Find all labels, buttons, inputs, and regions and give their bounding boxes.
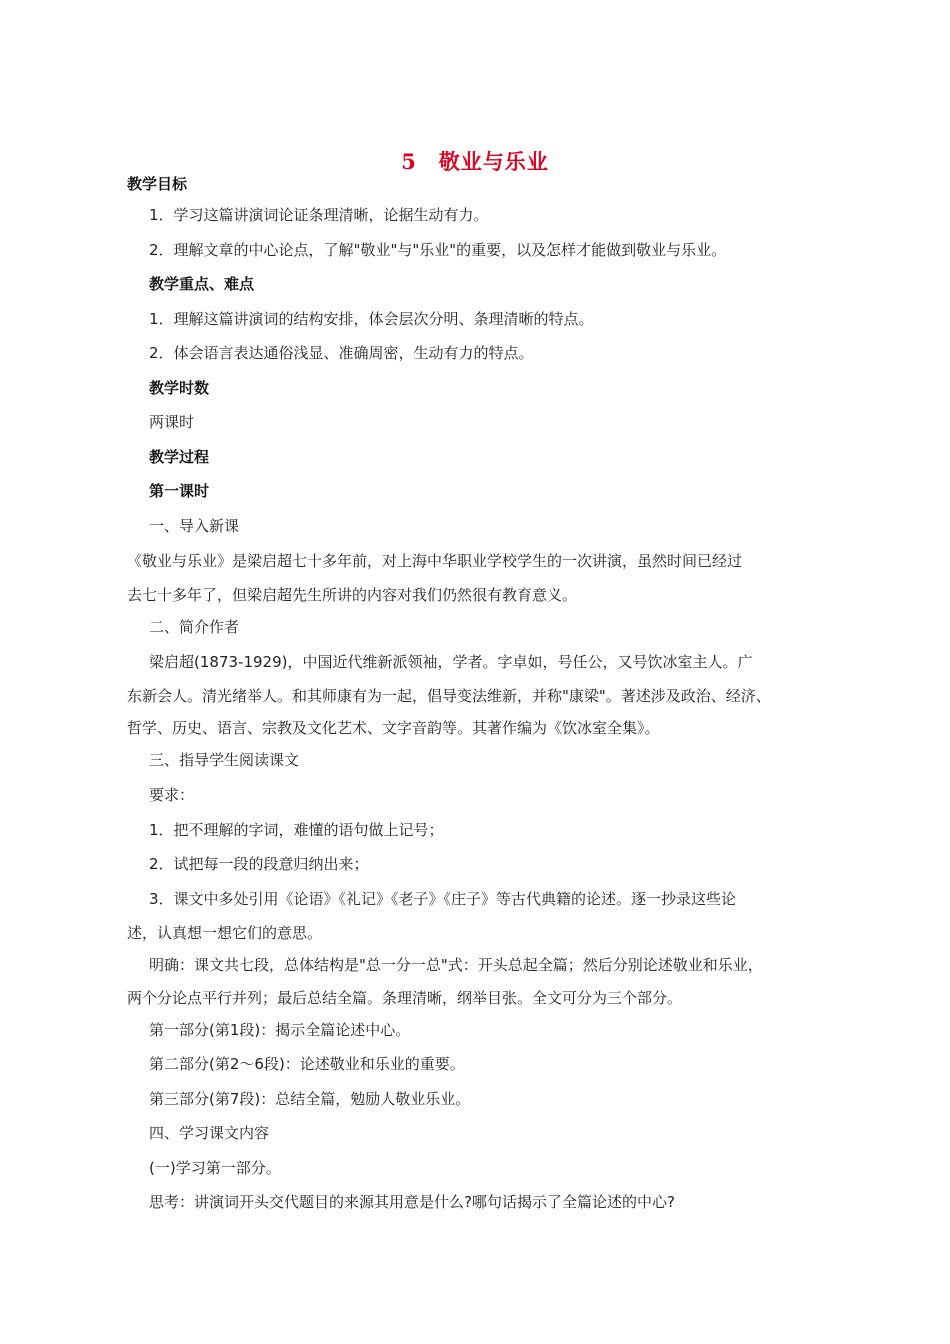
heading-teaching-goals: 教学目标 bbox=[127, 175, 188, 193]
list-item: 3．课文中多处引用《论语》《礼记》《老子》《庄子》等古代典籍的论述。逐一抄录这些论 bbox=[149, 890, 737, 908]
paragraph-line: 去七十多年了，但梁启超先生所讲的内容对我们仍然很有教育意义。 bbox=[127, 586, 578, 604]
paragraph-line: 第三部分(第7段)：总结全篇，勉励人敬业乐业。 bbox=[149, 1090, 471, 1108]
heading-teaching-process: 教学过程 bbox=[149, 448, 210, 466]
paragraph-line: 2．理解文章的中心论点，了解"敬业"与"乐业"的重要，以及怎样才能做到敬业与乐业。 bbox=[149, 241, 727, 259]
heading-key-points: 教学重点、难点 bbox=[149, 275, 255, 293]
paragraph-line: 哲学、历史、语言、宗教及文化艺术、文字音韵等。其著作编为《饮冰室全集》。 bbox=[127, 719, 660, 737]
section-heading: 二、简介作者 bbox=[149, 618, 240, 636]
section-heading: 一、导入新课 bbox=[149, 517, 240, 535]
heading-class-hours: 教学时数 bbox=[149, 379, 210, 397]
paragraph-line: 要求： bbox=[149, 786, 195, 804]
paragraph-line: 两课时 bbox=[149, 413, 195, 431]
paragraph-line: (一)学习第一部分。 bbox=[149, 1159, 281, 1177]
paragraph-line: 两个分论点平行并列；最后总结全篇。条理清晰，纲举目张。全文可分为三个部分。 bbox=[127, 989, 683, 1007]
paragraph-line: 第二部分(第2～6段)：论述敬业和乐业的重要。 bbox=[149, 1055, 465, 1073]
document-title: 5 敬业与乐业 bbox=[401, 149, 549, 174]
list-item: 1．把不理解的字词，难懂的语句做上记号； bbox=[149, 821, 444, 839]
heading-first-lesson: 第一课时 bbox=[149, 482, 210, 500]
paragraph-line: 梁启超(1873-1929)，中国近代维新派领袖，学者。字卓如，号任公，又号饮冰室主人。广 bbox=[149, 653, 753, 671]
paragraph-line: 1．理解这篇讲演词的结构安排，体会层次分明、条理清晰的特点。 bbox=[149, 310, 594, 328]
paragraph-line: 思考：讲演词开头交代题目的来源其用意是什么?哪句话揭示了全篇论述的中心? bbox=[149, 1193, 675, 1211]
section-heading: 三、指导学生阅读课文 bbox=[149, 751, 300, 769]
paragraph-line: 明确：课文共七段，总体结构是"总一分一总"式：开头总起全篇；然后分别论述敬业和乐业， bbox=[149, 956, 763, 974]
list-item: 2．试把每一段的段意归纳出来； bbox=[149, 855, 369, 873]
paragraph-line: 第一部分(第1段)：揭示全篇论述中心。 bbox=[149, 1021, 411, 1039]
section-heading: 四、学习课文内容 bbox=[149, 1124, 270, 1142]
paragraph-line: 1．学习这篇讲演词论证条理清晰，论据生动有力。 bbox=[149, 206, 489, 224]
paragraph-line: 述，认真想一想它们的意思。 bbox=[127, 924, 323, 942]
paragraph-line: 东新会人。清光绪举人。和其师康有为一起，倡导变法维新，并称"康梁"。著述涉及政治、经济、 bbox=[127, 687, 771, 705]
paragraph-line: 《敬业与乐业》是梁启超七十多年前，对上海中华职业学校学生的一次讲演，虽然时间已经过 bbox=[127, 552, 743, 570]
paragraph-line: 2．体会语言表达通俗浅显、准确周密，生动有力的特点。 bbox=[149, 344, 534, 362]
